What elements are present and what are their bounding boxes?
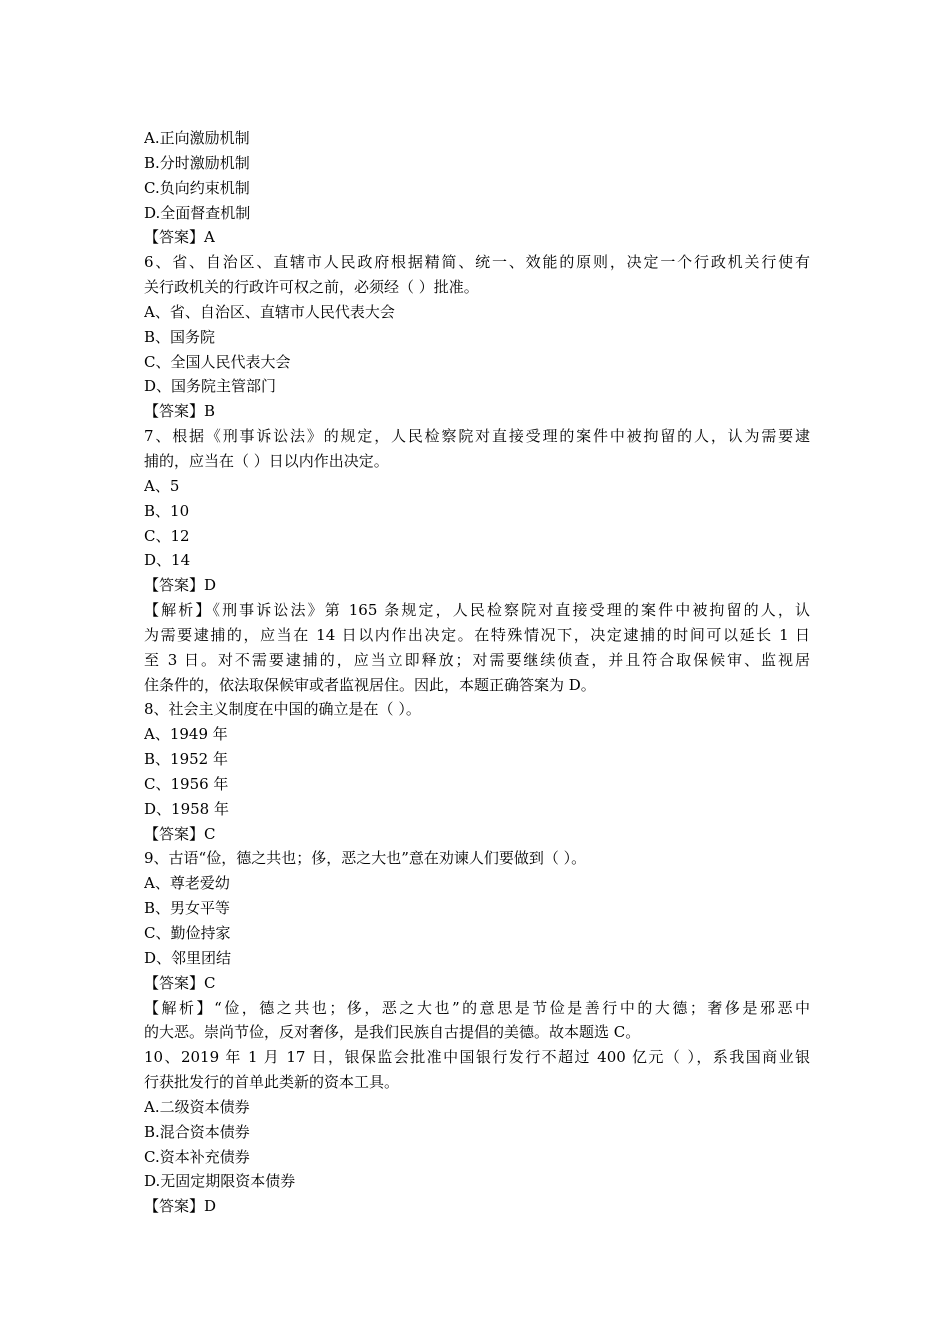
analysis-line: 住条件的，依法取保候审或者监视居住。因此，本题正确答案为 D。 [144,675,596,694]
option-c: C.负向约束机制 [144,178,250,197]
option-a: A、省、自治区、直辖市人民代表大会 [144,302,395,321]
analysis-line: 的大恶。崇尚节俭，反对奢侈，是我们民族自古提倡的美德。故本题选 C。 [144,1023,641,1042]
option-a: A.二级资本债券 [144,1097,250,1116]
option-c: C、1956 年 [144,774,229,793]
stem-line: 行获批发行的首单此类新的资本工具。 [144,1073,400,1092]
answer: 【答案】D [144,576,217,595]
option-a: A、1949 年 [144,725,228,744]
stem-line: 8、社会主义制度在中国的确立是在（ ）。 [144,700,421,719]
stem-line: 7、根据《刑事诉讼法》的规定，人民检察院对直接受理的案件中被拘留的人，认为需要逮 [144,427,810,446]
option-b: B、10 [144,501,190,520]
answer: 【答案】B [144,402,216,421]
question-5 [144,126,810,250]
analysis-line: 至 3 日。对不需要逮捕的，应当立即释放；对需要继续侦查，并且符合取保候审、监视居 [144,650,810,669]
option-a: A.正向激励机制 [144,129,250,147]
option-a: A、尊老爱幼 [144,874,230,893]
stem-line: 捕的，应当在（ ）日以内作出决定。 [144,451,389,470]
question-9 [144,846,810,1045]
question-stem [144,697,810,722]
option-d: D、1958 年 [144,799,229,818]
answer: 【答案】D [144,1197,217,1216]
question-6 [144,250,810,424]
option-c: C、全国人民代表大会 [144,352,291,371]
stem-line: 9、古语“俭，德之共也；侈，恶之大也”意在劝谏人们要做到（ ）。 [144,849,587,868]
option-c: C、勤俭持家 [144,924,231,942]
question-stem [144,1045,810,1095]
option-b: B.分时激励机制 [144,153,250,172]
analysis-line: 【解析】“俭，德之共也；侈，恶之大也”的意思是节俭是善行中的大德；奢侈是邪恶中 [144,998,810,1017]
answer: 【答案】C [144,973,216,992]
question-stem [144,424,810,474]
option-d: D、14 [144,551,191,570]
question-10 [144,1045,810,1219]
stem-line: 关行政机关的行政许可权之前，必须经（ ）批准。 [144,278,479,297]
option-b: B、男女平等 [144,899,231,918]
option-b: B.混合资本债券 [144,1122,250,1141]
analysis [144,598,810,697]
answer: 【答案】A [144,228,215,247]
document-page [144,126,810,1219]
option-d: D、国务院主管部门 [144,377,277,396]
question-stem [144,846,810,871]
option-b: B、国务院 [144,327,216,346]
analysis-line: 【解析】《刑事诉讼法》第 165 条规定，人民检察院对直接受理的案件中被拘留的人，认 [144,601,810,620]
analysis [144,996,810,1046]
question-7 [144,424,810,697]
option-a: A、5 [144,476,180,495]
option-d: D.无固定期限资本债券 [144,1172,296,1191]
option-b: B、1952 年 [144,750,228,769]
question-stem [144,250,810,300]
option-c: C.资本补充债券 [144,1147,250,1166]
analysis-line: 为需要逮捕的，应当在 14 日以内作出决定。在特殊情况下，决定逮捕的时间可以延长 1 日 [144,625,810,644]
option-d: D、邻里团结 [144,948,232,967]
answer: 【答案】C [144,824,216,843]
option-d: D.全面督查机制 [144,203,251,222]
question-8 [144,697,810,846]
stem-line: 6、省、自治区、直辖市人民政府根据精简、统一、效能的原则，决定一个行政机关行使有 [144,253,810,272]
stem-line: 10、2019 年 1 月 17 日，银保监会批准中国银行发行不超过 400 亿元（ ），系我国商业银 [144,1048,810,1067]
option-c: C、12 [144,526,190,545]
